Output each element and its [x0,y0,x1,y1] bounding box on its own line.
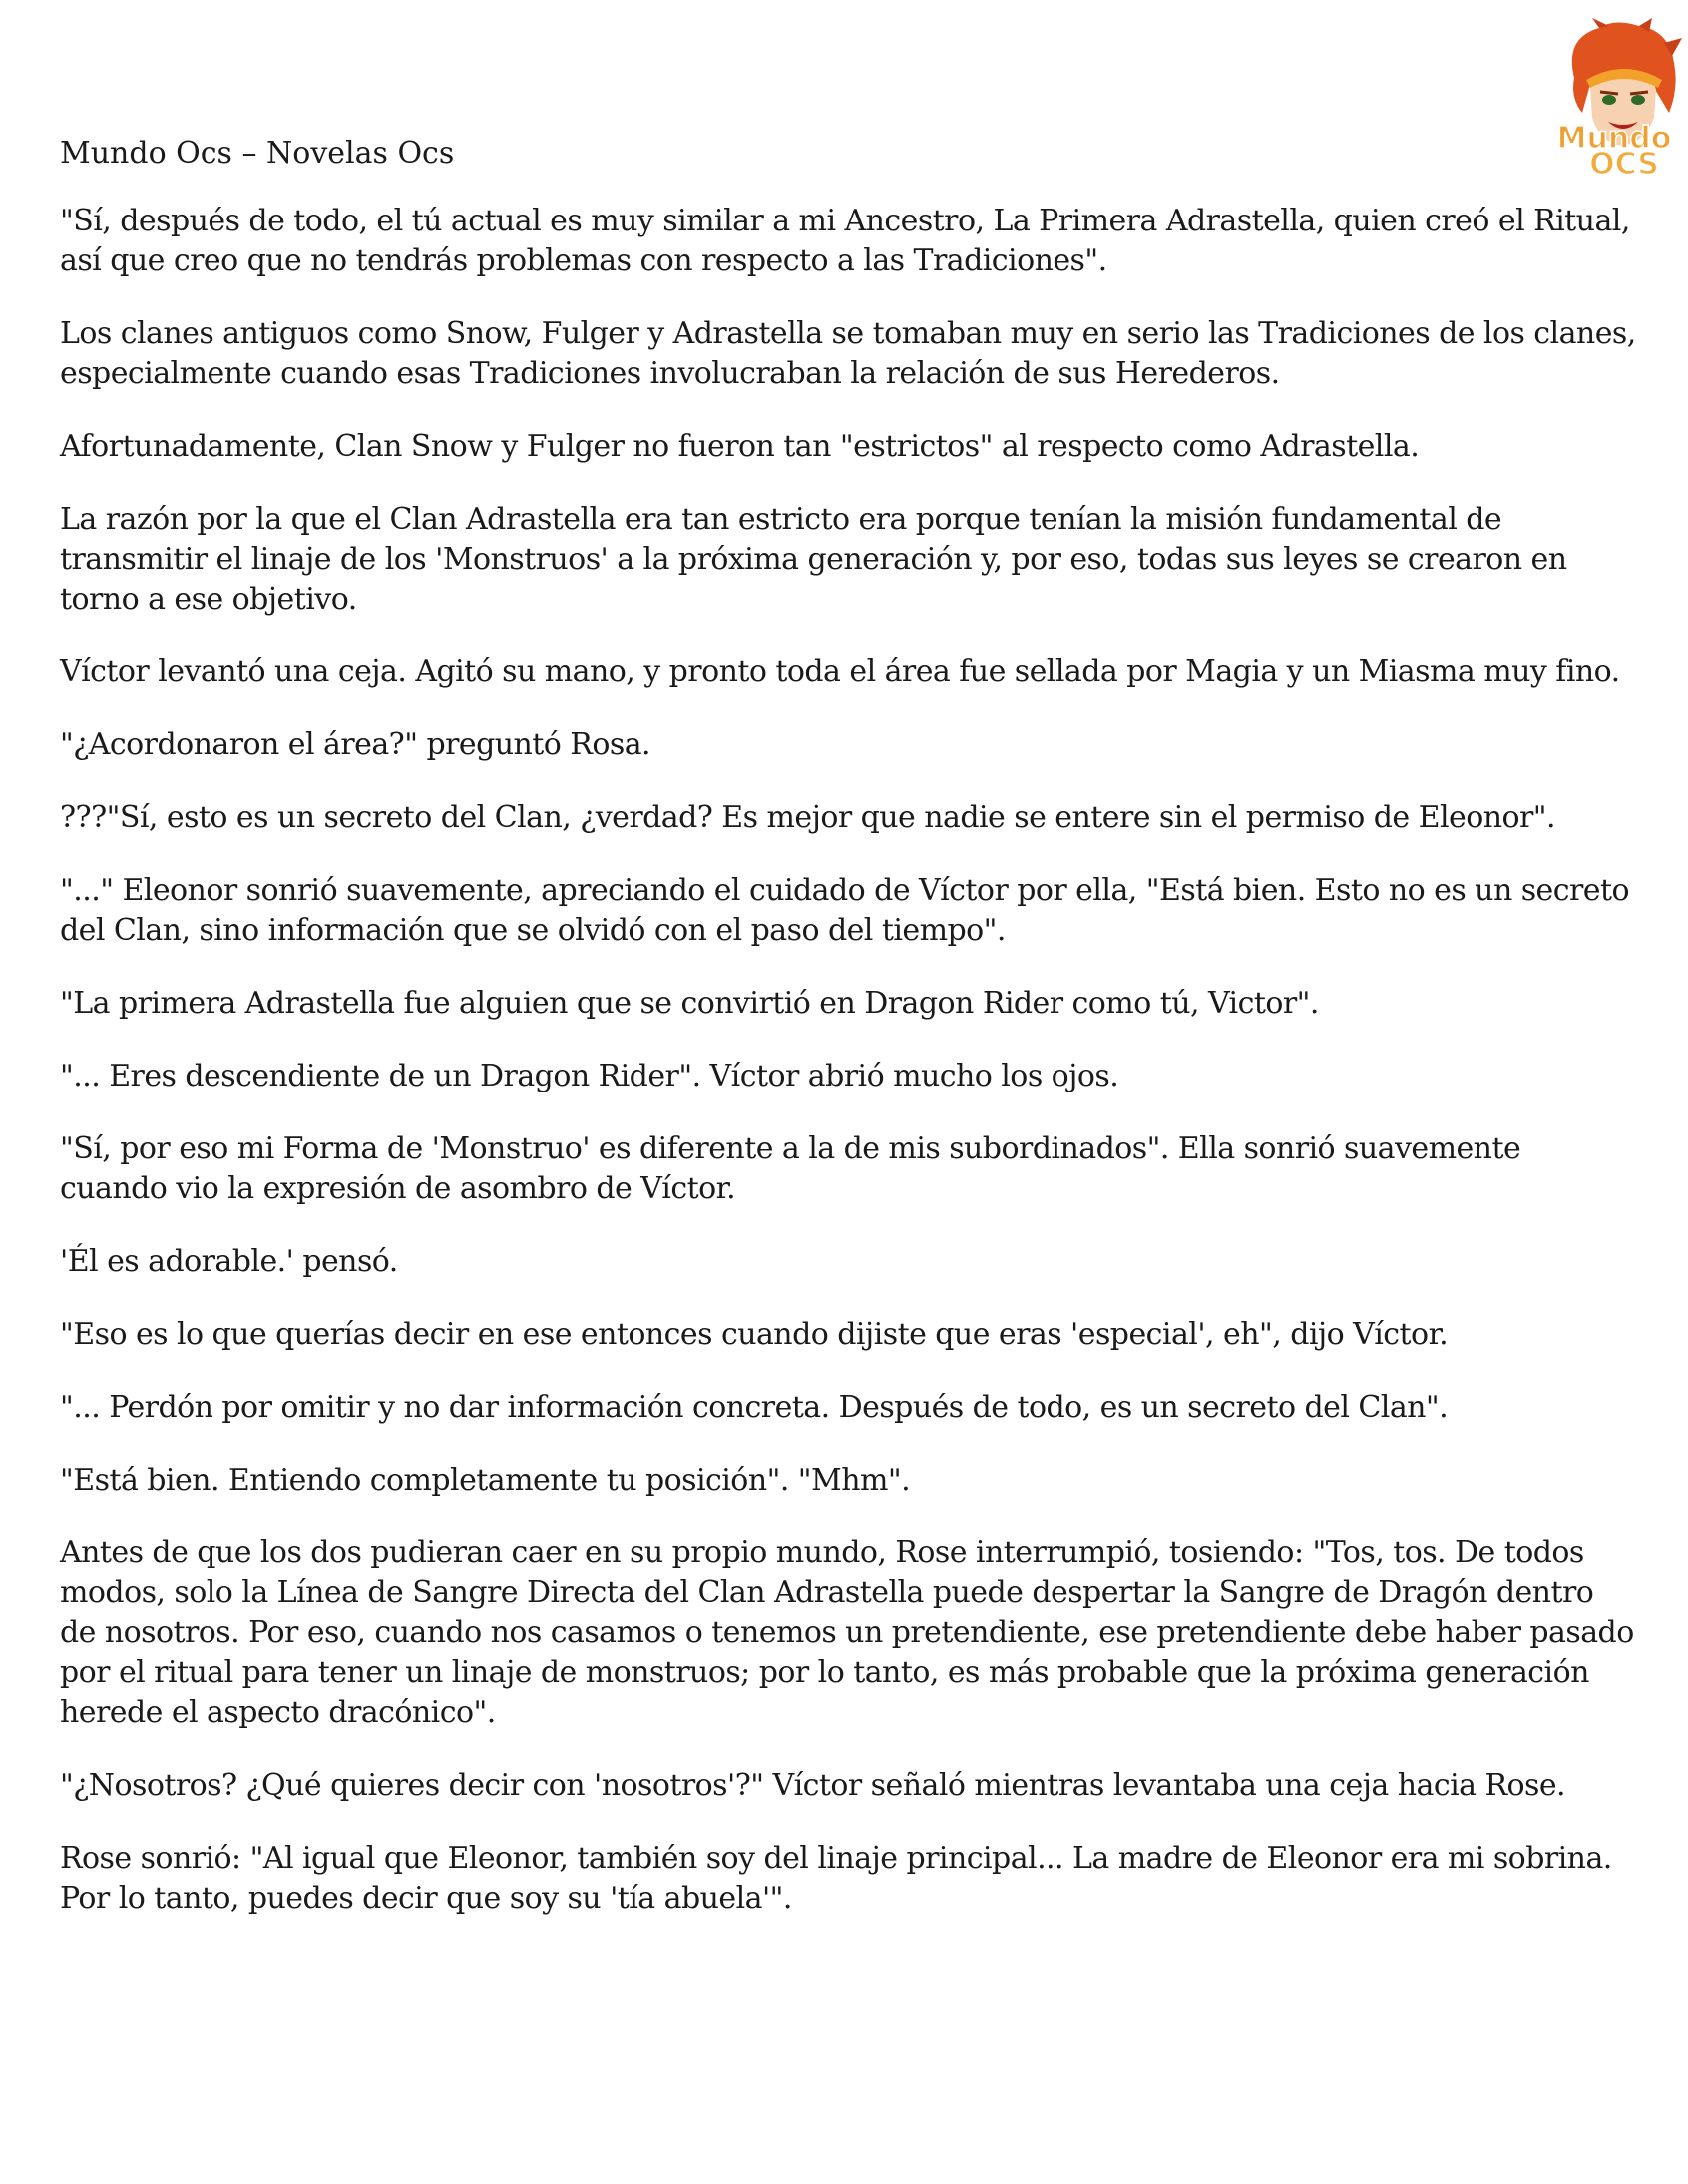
paragraph: "Sí, por eso mi Forma de 'Monstruo' es diferente a la de mis subordinados". Ella sonrió suavemente cuando vio la expresión de asombro de Víctor. [60,1131,1521,1206]
paragraph: "... Eres descendiente de un Dragon Rider". Víctor abrió mucho los ojos. [60,1059,1119,1093]
paragraph: "¿Acordonaron el área?" preguntó Rosa. [60,727,651,762]
paragraph: ???"Sí, esto es un secreto del Clan, ¿verdad? Es mejor que nadie se entere sin el permiso de Eleonor". [60,800,1556,835]
paragraph: Afortunadamente, Clan Snow y Fulger no fueron tan "estrictos" al respecto como Adrastella. [60,429,1420,464]
manga-avatar-logo-icon [1504,18,1688,178]
mundo-ocs-logo [1504,18,1688,178]
paragraph: Rose sonrió: "Al igual que Eleonor, también soy del linaje principal... La madre de Eleonor era mi sobrina. Por lo tanto, puedes decir que soy su 'tía abuela'". [60,1841,1612,1916]
paragraph: "La primera Adrastella fue alguien que se convirtió en Dragon Rider como tú, Victor". [60,986,1319,1021]
paragraph: "Eso es lo que querías decir en ese entonces cuando dijiste que eras 'especial', eh", dijo Víctor. [60,1317,1449,1352]
paragraph: 'Él es adorable.' pensó. [60,1244,398,1279]
paragraph: Víctor levantó una ceja. Agitó su mano, y pronto toda el área fue sellada por Magia y un Miasma muy fino. [60,655,1620,689]
paragraph: "¿Nosotros? ¿Qué quieres decir con 'nosotros'?" Víctor señaló mientras levantaba una ceja hacia Rose. [60,1768,1566,1803]
paragraph: Antes de que los dos pudieran caer en su propio mundo, Rose interrumpió, tosiendo: "Tos, tos. De todos modos, solo la Línea de Sangre Directa del Clan Adrastella puede despertar la Sangre de Dragón dentro de nosotros. Por eso, cuando nos casamos o tenemos un pretendiente, ese pretendiente debe haber pasado por el ritual para tener un linaje de monstruos; por lo tanto, es más probable que la próxima generación herede el aspecto dracónico". [60,1535,1634,1730]
paragraph: "..." Eleonor sonrió suavemente, apreciando el cuidado de Víctor por ella, "Está bien. Esto no es un secreto del Clan, sino información que se olvidó con el paso del tiempo". [60,873,1630,948]
paragraph: La razón por la que el Clan Adrastella era tan estricto era porque tenían la misión fundamental de transmitir el linaje de los 'Monstruos' a la próxima generación y, por eso, todas sus leyes se crearon en torno a ese objetivo. [60,502,1567,617]
paragraph: "Sí, después de todo, el tú actual es muy similar a mi Ancestro, La Primera Adrastella, quien creó el Ritual, así que creo que no tendrás problemas con respecto a las Tradiciones". [60,204,1630,278]
page-header: Mundo Ocs – Novelas Ocs [60,136,455,171]
logo-text-ocs: OCS [1589,147,1659,178]
paragraph: "Está bien. Entiendo completamente tu posición". "Mhm". [60,1463,911,1498]
paragraph: Los clanes antiguos como Snow, Fulger y Adrastella se tomaban muy en serio las Tradiciones de los clanes, especialmente cuando esas Tradiciones involucraban la relación de sus Herederos. [60,316,1636,391]
logo-text-mundo: Mundo [1556,121,1672,156]
document-body [60,202,1636,1952]
paragraph: "... Perdón por omitir y no dar información concreta. Después de todo, es un secreto del Clan". [60,1390,1449,1425]
document-page [60,0,1672,2184]
